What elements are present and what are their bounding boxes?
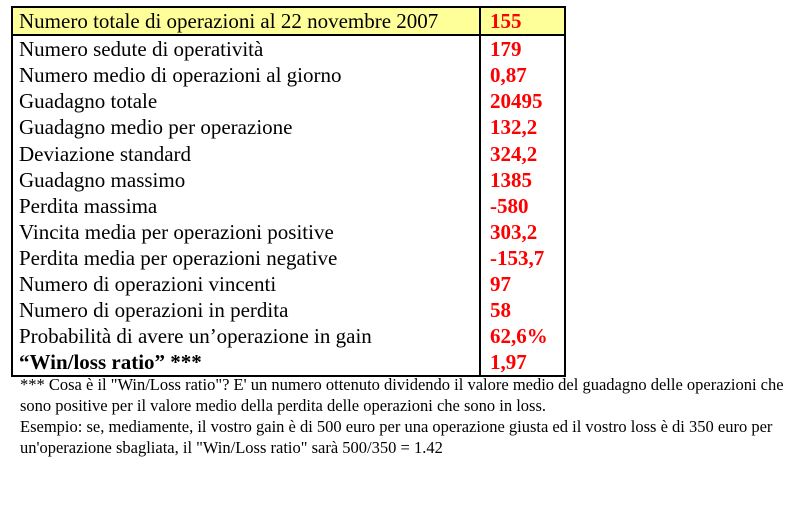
row-value: 303,2 xyxy=(480,219,565,245)
row-value: -580 xyxy=(480,193,565,219)
table-row xyxy=(12,114,565,140)
row-label: Numero di operazioni vincenti xyxy=(12,271,480,297)
row-value: 132,2 xyxy=(480,114,565,140)
table-row xyxy=(12,193,565,219)
table-row xyxy=(12,140,565,166)
table-row-win-loss-ratio xyxy=(12,349,565,376)
table-row xyxy=(12,245,565,271)
row-label: “Win/loss ratio” *** xyxy=(12,349,480,376)
notes-section xyxy=(20,374,790,458)
table-row xyxy=(12,167,565,193)
row-label: Guadagno totale xyxy=(12,88,480,114)
row-label: Probabilità di avere un’operazione in gain xyxy=(12,323,480,349)
row-value: 1385 xyxy=(480,167,565,193)
row-value: 324,2 xyxy=(480,140,565,166)
row-label: Guadagno medio per operazione xyxy=(12,114,480,140)
row-label: Perdita massima xyxy=(12,193,480,219)
table-row xyxy=(12,323,565,349)
row-value: 20495 xyxy=(480,88,565,114)
row-label: Vincita media per operazioni positive xyxy=(12,219,480,245)
row-value: 0,87 xyxy=(480,62,565,88)
table-row xyxy=(12,35,565,62)
row-label: Numero di operazioni in perdita xyxy=(12,297,480,323)
row-value: 1,97 xyxy=(480,349,565,376)
row-label: Guadagno massimo xyxy=(12,167,480,193)
row-label: Numero totale di operazioni al 22 novembre 2007 xyxy=(12,7,480,35)
table-row-total-operations xyxy=(12,7,565,35)
table-row xyxy=(12,297,565,323)
row-label: Deviazione standard xyxy=(12,140,480,166)
statistics-table xyxy=(11,6,566,377)
row-value: 97 xyxy=(480,271,565,297)
footnote-text: *** Cosa è il "Win/Loss ratio"? E' un numero ottenuto dividendo il valore medio del guadagno delle operazioni che sono positive per il valore medio della perdita delle operazioni che sono in loss. xyxy=(20,375,784,415)
table-row xyxy=(12,219,565,245)
row-label: Numero sedute di operatività xyxy=(12,35,480,62)
row-value: 58 xyxy=(480,297,565,323)
row-value: -153,7 xyxy=(480,245,565,271)
row-value: 179 xyxy=(480,35,565,62)
table-row xyxy=(12,88,565,114)
row-value: 62,6% xyxy=(480,323,565,349)
row-label: Perdita media per operazioni negative xyxy=(12,245,480,271)
row-label: Numero medio di operazioni al giorno xyxy=(12,62,480,88)
row-value: 155 xyxy=(480,7,565,35)
table-row xyxy=(12,62,565,88)
example-text: Esempio: se, mediamente, il vostro gain è di 500 euro per una operazione giusta ed il vostro loss è di 350 euro per un'operazione sbagliata, il "Win/Loss ratio" sarà 500/350 = 1.42 xyxy=(20,417,773,457)
table-row xyxy=(12,271,565,297)
